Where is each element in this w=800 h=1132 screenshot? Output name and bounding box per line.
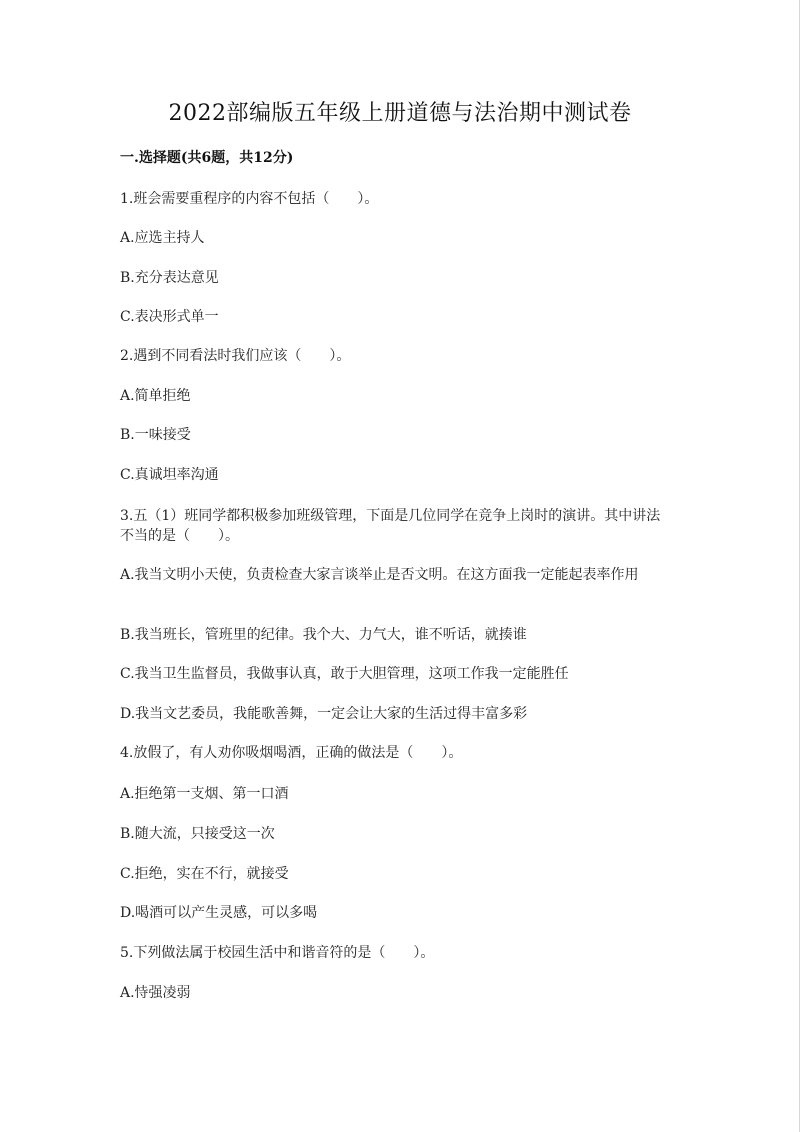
question-5-option-a: A.恃强凌弱 (120, 985, 191, 1001)
question-1-option-b: B.充分表达意见 (120, 270, 219, 286)
question-3-option-a: A.我当文明小天使，负责检查大家言谈举止是否文明。在这方面我一定能起表率作用 (120, 567, 639, 583)
question-4-option-d: D.喝酒可以产生灵感，可以多喝 (120, 905, 318, 921)
page-title: 2022部编版五年级上册道德与法治期中测试卷 (168, 101, 632, 126)
section-header: 一.选择题(共6题，共12分) (120, 150, 294, 166)
question-1-stem: 1.班会需要重程序的内容不包括（ ）。 (120, 191, 379, 207)
question-4-option-a: A.拒绝第一支烟、第一口酒 (120, 786, 289, 802)
question-3-option-d: D.我当文艺委员，我能歌善舞，一定会让大家的生活过得丰富多彩 (120, 706, 528, 722)
question-2-stem: 2.遇到不同看法时我们应该（ ）。 (120, 348, 351, 364)
question-3-option-c: C.我当卫生监督员，我做事认真，敢于大胆管理，这项工作我一定能胜任 (120, 666, 569, 682)
question-5-stem: 5.下列做法属于校园生活中和谐音符的是（ ）。 (120, 945, 435, 961)
question-1-option-a: A.应选主持人 (120, 230, 205, 246)
question-4-stem: 4.放假了，有人劝你吸烟喝酒，正确的做法是（ ）。 (120, 745, 463, 761)
question-2-option-b: B.一味接受 (120, 427, 191, 443)
question-2-option-a: A.简单拒绝 (120, 388, 191, 404)
question-4-option-c: C.拒绝，实在不行，就接受 (120, 866, 289, 882)
question-1-option-c: C.表决形式单一 (120, 309, 219, 325)
question-4-option-b: B.随大流，只接受这一次 (120, 826, 275, 842)
question-3-stem: 3.五（1）班同学都积极参加班级管理，下面是几位同学在竞争上岗时的演讲。其中讲法不当的是（ ）。 (120, 508, 661, 544)
question-2-option-c: C.真诚坦率沟通 (120, 467, 219, 483)
question-3-option-b: B.我当班长，管班里的纪律。我个大、力气大，谁不听话，就揍谁 (120, 627, 527, 643)
